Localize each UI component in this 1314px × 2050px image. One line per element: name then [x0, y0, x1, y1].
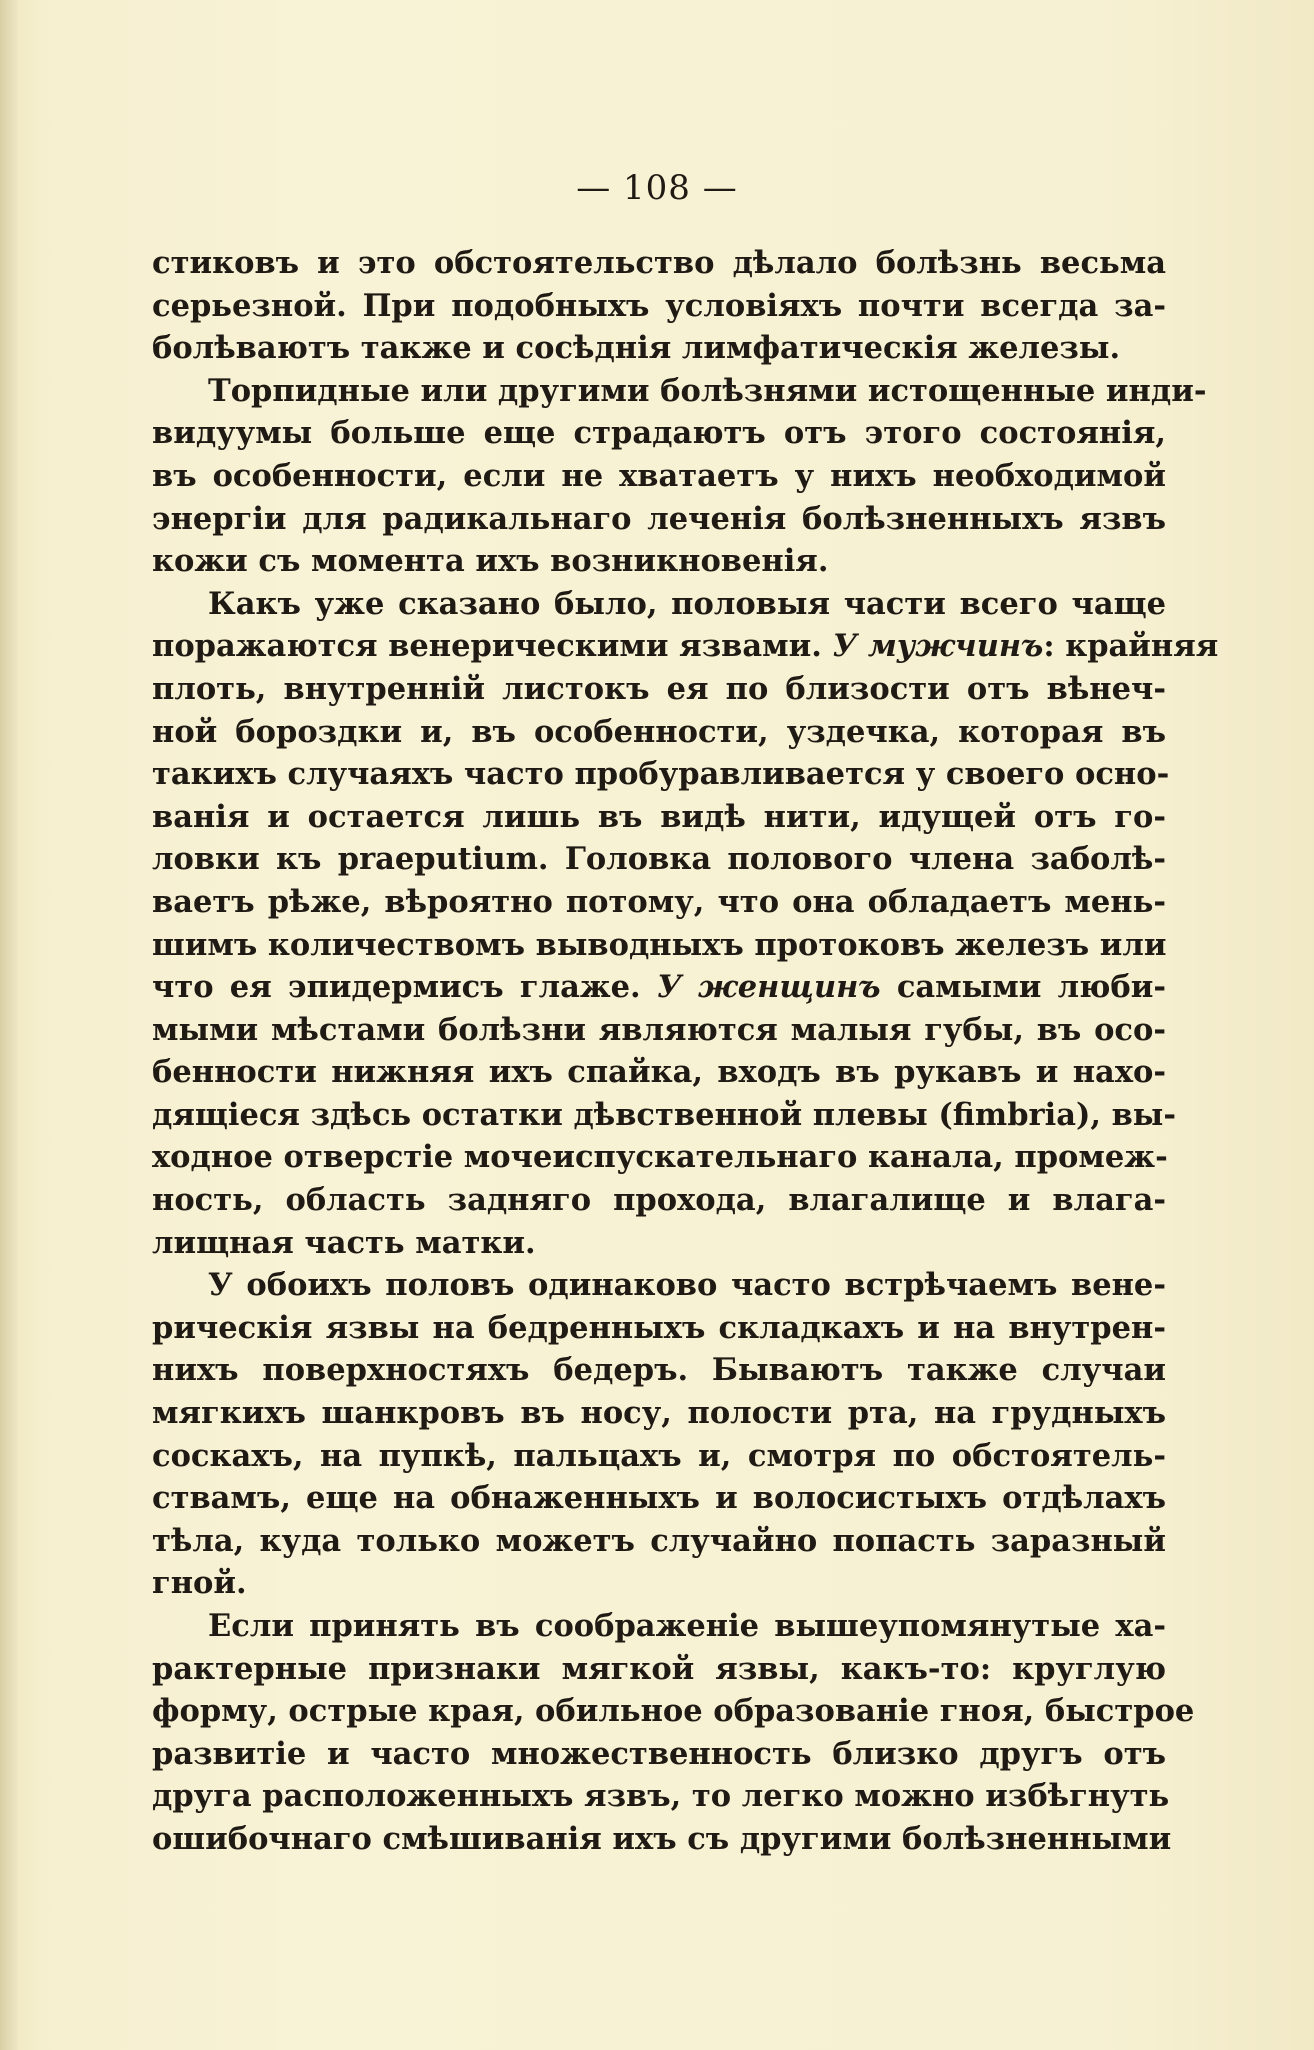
text-line: плоть, внутренній листокъ ея по близости отъ вѣнеч- — [152, 670, 1166, 707]
text-line: видуумы больше еще страдаютъ отъ этого состоянія, — [152, 415, 1166, 452]
text-line: рическія язвы на бедренныхъ складкахъ и на внутрен- — [152, 1309, 1166, 1346]
text-run: что ея эпидермисъ глаже. — [152, 969, 657, 1006]
text-line: гной. — [152, 1565, 247, 1602]
text-run: : крайняя — [1043, 628, 1219, 665]
text-line: бенности нижняя ихъ спайка, входъ въ рукавъ и нахо- — [152, 1054, 1166, 1091]
text-line: ствамъ, еще на обнаженныхъ и волосистыхъ отдѣлахъ — [152, 1480, 1166, 1517]
body-text — [152, 242, 1219, 1861]
text-line: нихъ поверхностяхъ бедеръ. Бываютъ также случаи — [152, 1352, 1166, 1389]
text-line: ность, область задняго прохода, влагалище и влага- — [152, 1182, 1166, 1219]
text-line: развитіе и часто множественность близко другъ отъ — [152, 1735, 1166, 1772]
text-line: форму, острые края, обильное образованіе гноя, быстрое — [152, 1693, 1195, 1730]
text-line: ловки къ praeputium. Головка полового члена заболѣ- — [152, 841, 1166, 878]
page-spine-shadow — [0, 0, 18, 2050]
text-line — [152, 625, 1219, 668]
text-line: мыми мѣстами болѣзни являются малыя губы, въ осо- — [152, 1011, 1166, 1048]
text-line: болѣваютъ также и сосѣднія лимфатическія железы. — [152, 330, 1121, 367]
text-line: ваетъ рѣже, вѣроятно потому, что она обладаетъ мень- — [152, 883, 1166, 920]
text-run: поражаются венерическими язвами. — [152, 628, 833, 665]
text-line: соскахъ, на пупкѣ, пальцахъ и, смотря по обстоятель- — [152, 1437, 1166, 1474]
text-line: рактерные признаки мягкой язвы, какъ-то: круглую — [152, 1650, 1166, 1687]
text-line: Если принять въ соображеніе вышеупомянутые ха- — [208, 1608, 1166, 1644]
text-line: шимъ количествомъ выводныхъ протоковъ железъ или — [152, 926, 1167, 963]
text-line: Торпидные или другими болѣзнями истощенные инди- — [208, 372, 1207, 409]
text-line: друга расположенныхъ язвъ, то легко можно избѣгнуть — [152, 1778, 1170, 1815]
text-line: Какъ уже сказано было, половыя части всего чаще — [208, 585, 1166, 622]
text-line: стиковъ и это обстоятельство дѣлало болѣзнь весьма — [152, 245, 1166, 281]
text-line: такихъ случаяхъ часто пробуравливается у своего осно- — [152, 756, 1170, 793]
text-line: ной бороздки и, въ особенности, уздечка, которая въ — [152, 713, 1166, 750]
text-line: серьезной. При подобныхъ условіяхъ почти всегда за- — [152, 287, 1166, 324]
text-line — [152, 966, 1166, 1009]
text-line: энергіи для радикальнаго леченія болѣзненныхъ язвъ — [152, 500, 1166, 537]
text-line: У обоихъ половъ одинаково часто встрѣчаемъ вене- — [208, 1267, 1166, 1304]
italic-phrase: У женщинъ — [656, 969, 881, 1006]
text-line: дящіеся здѣсь остатки дѣвственной плевы (fimbria), вы- — [152, 1096, 1177, 1133]
text-line: ходное отверстіе мочеиспускательнаго канала, промеж- — [152, 1139, 1168, 1176]
text-line: кожи съ момента ихъ возникновенія. — [152, 543, 829, 580]
page-number: — 108 — — [576, 168, 738, 208]
italic-phrase: У мужчинъ — [832, 628, 1044, 665]
text-run: самыми люби- — [880, 969, 1166, 1006]
text-line: въ особенности, если не хватаетъ у нихъ необходимой — [152, 457, 1166, 494]
text-line: тѣла, куда только можетъ случайно попасть заразный — [152, 1522, 1166, 1559]
text-line: мягкихъ шанкровъ въ носу, полости рта, на грудныхъ — [152, 1395, 1166, 1432]
text-line: ванія и остается лишь въ видѣ нити, идущей отъ го- — [152, 798, 1166, 835]
text-line: ошибочнаго смѣшиванія ихъ съ другими болѣзненными — [152, 1820, 1172, 1857]
text-line: лищная часть матки. — [152, 1224, 536, 1261]
